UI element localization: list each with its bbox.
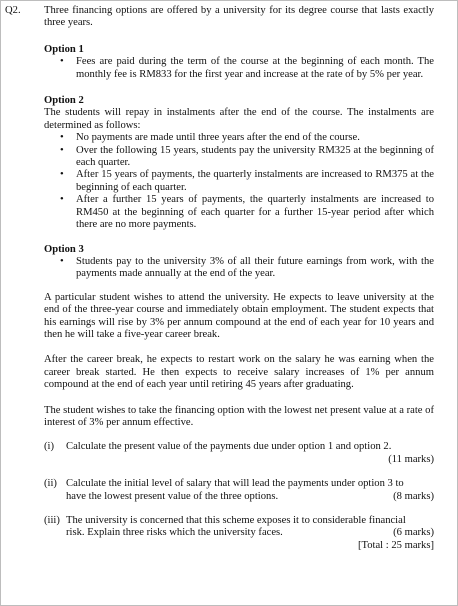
- question-body: [44, 5, 434, 552]
- subquestion-iii: [44, 515, 434, 552]
- question-number: Q2.: [5, 5, 21, 16]
- option-1-section: [44, 44, 434, 81]
- subquestion-text: Calculate the present value of the payments due under option 1 and option 2.: [66, 441, 392, 453]
- subquestion-text: The university is concerned that this scheme exposes it to considerable financial: [66, 515, 406, 526]
- subquestion-text-continued: have the lowest present value of the three options.: [66, 490, 279, 502]
- scenario-paragraph-1: A particular student wishes to attend the university. He expects to leave university at the end of the three-year course and immediately obtain employment. The student expects that his earnings will rise by 3% per annum compound at the end of each year for 10 years and then he will take a five-year career break.: [44, 291, 434, 340]
- list-item-text: Over the following 15 years, students pay the university RM325 at the beginning of each quarter.: [76, 144, 434, 169]
- list-item-text: After 15 years of payments, the quarterly instalments are increased to RM375 at the beginning of each quarter.: [76, 169, 434, 193]
- list-item: [44, 132, 434, 144]
- option-2-list: [44, 132, 434, 231]
- option-2-text: The students will repay in instalments after the end of the course. The instalments are determined as follows:: [44, 107, 434, 131]
- bullet-icon: •: [60, 56, 64, 68]
- subquestion-number: (i): [44, 441, 54, 453]
- option-2-title: Option 2: [44, 95, 84, 107]
- subquestion-ii: [44, 478, 434, 503]
- scenario-paragraph-3: The student wishes to take the financing option with the lowest net present value at a rate of interest of 3% per annum effective.: [44, 404, 434, 428]
- bullet-icon: •: [60, 169, 64, 181]
- list-item: [44, 145, 434, 170]
- bullet-icon: •: [60, 194, 64, 206]
- subquestion-number: (iii): [44, 515, 60, 526]
- subquestion-marks: (8 marks): [393, 490, 434, 502]
- subquestion-number: (ii): [44, 478, 57, 490]
- subquestion-marks: (6 marks): [393, 527, 434, 539]
- scenario-paragraph-2: After the career break, he expects to restart work on the salary he was earning when the career break started. He then expects to receive salary increases of 1% per annum compound at the end of each year until retiring 45 years after graduating.: [44, 354, 434, 391]
- option-2-section: [44, 95, 434, 231]
- subquestion-i: [44, 441, 434, 466]
- subquestion-text-continued: risk. Explain three risks which the university faces.: [66, 527, 283, 539]
- subquestion-text: Calculate the initial level of salary that will lead the payments under option 3 to: [66, 478, 404, 490]
- option-3-list: [44, 256, 434, 281]
- list-item-text: After a further 15 years of payments, the quarterly instalments are increased to RM450 at the beginning of each quarter for a further 15-year period after which there are no more payments.: [76, 194, 434, 231]
- bullet-icon: •: [60, 132, 64, 144]
- list-item-text: Students pay to the university 3% of all their future earnings from work, with the payments made annually at the end of the year.: [76, 255, 434, 280]
- list-item: [44, 256, 434, 281]
- list-item-text: No payments are made until three years after the end of the course.: [76, 132, 360, 144]
- option-3-title: Option 3: [44, 243, 84, 255]
- option-1-title: Option 1: [44, 43, 84, 55]
- intro-text: Three financing options are offered by a university for its degree course that lasts exactly three years.: [44, 5, 434, 29]
- list-item: [44, 56, 434, 81]
- list-item: [44, 194, 434, 231]
- bullet-icon: •: [60, 144, 64, 156]
- option-1-list: [44, 56, 434, 81]
- list-item-text: Fees are paid during the term of the course at the beginning of each month. The monthly fee is RM833 for the first year and increase at the rate of by 5% per year.: [76, 56, 434, 80]
- list-item: [44, 169, 434, 194]
- option-3-section: [44, 244, 434, 281]
- bullet-icon: •: [60, 255, 64, 267]
- total-marks: [Total : 25 marks]: [357, 539, 434, 551]
- subquestion-marks: (11 marks): [388, 453, 434, 465]
